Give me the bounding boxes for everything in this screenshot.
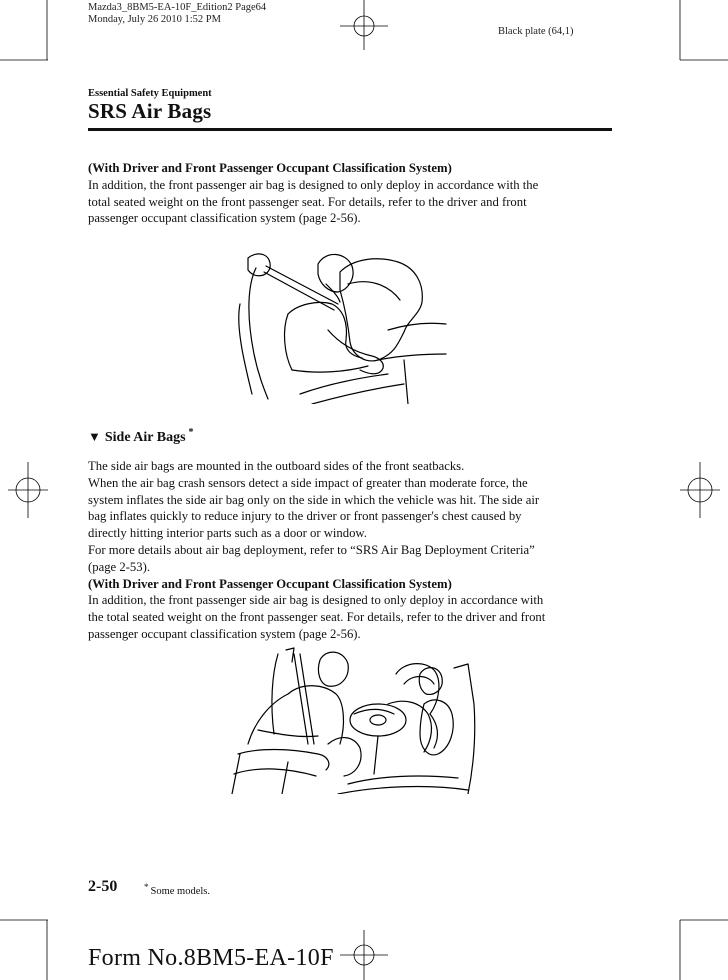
footnote xyxy=(144,882,210,897)
side-air-bags-title: Side Air Bags xyxy=(104,430,186,445)
paragraph-line: For more details about air bag deployment, refer to “SRS Air Bag Deployment Criteria” xyxy=(88,542,535,557)
side-air-bags-heading xyxy=(88,427,194,446)
footnote-text: Some models. xyxy=(150,886,210,897)
paragraph-line: bag inflates quickly to reduce injury to the driver or front passenger's chest caused by xyxy=(88,509,522,524)
paragraph-line: directly hitting interior parts such as a door or window. xyxy=(88,526,367,541)
paragraph-line: passenger occupant classification system (page 2-56). xyxy=(88,211,361,226)
side-airbag-illustration xyxy=(228,644,478,794)
paragraph-line: In addition, the front passenger side air bag is designed to only deploy in accordance with xyxy=(88,593,544,608)
paragraph-line: total seated weight on the front passenger seat. For details, refer to the driver and front xyxy=(88,194,527,209)
paragraph-line: When the air bag crash sensors detect a side impact of greater than moderate force, the xyxy=(88,475,528,490)
paragraph-heading: (With Driver and Front Passenger Occupant Classification System) xyxy=(88,576,452,591)
paragraph-line: The side air bags are mounted in the outboard sides of the front seatbacks. xyxy=(88,459,465,473)
paragraph-line: the total seated weight on the front passenger seat. For details, refer to the driver and front xyxy=(88,610,546,625)
print-metadata xyxy=(88,2,266,26)
paragraph-heading: (With Driver and Front Passenger Occupant Classification System) xyxy=(88,161,452,175)
paragraph-line: (page 2-53). xyxy=(88,559,151,574)
print-meta-line1: Mazda3_8BM5-EA-10F_Edition2 Page64 xyxy=(88,2,267,13)
paragraph-line: passenger occupant classification system (page 2-56). xyxy=(88,626,361,641)
paragraph-front-passenger xyxy=(88,160,612,227)
star-icon: * xyxy=(188,427,194,438)
paragraph-side-air-bags xyxy=(88,458,612,643)
front-airbag-illustration xyxy=(228,244,448,404)
print-meta-line2: Monday, July 26 2010 1:52 PM xyxy=(88,14,221,25)
section-label: Essential Safety Equipment xyxy=(88,88,212,99)
footnote-star-icon: * xyxy=(144,882,149,892)
paragraph-line: system inflates the side air bag only on the side in which the vehicle was hit. The side air xyxy=(88,492,540,507)
plate-label: Black plate (64,1) xyxy=(498,26,574,37)
paragraph-line: In addition, the front passenger air bag is designed to only deploy in accordance with the xyxy=(88,177,539,192)
form-number: Form No.8BM5-EA-10F xyxy=(88,945,334,971)
page-number: 2-50 xyxy=(88,878,118,895)
page-title: SRS Air Bags xyxy=(88,99,212,123)
triangle-marker-icon: ▼ xyxy=(88,429,101,444)
title-rule xyxy=(88,128,612,131)
